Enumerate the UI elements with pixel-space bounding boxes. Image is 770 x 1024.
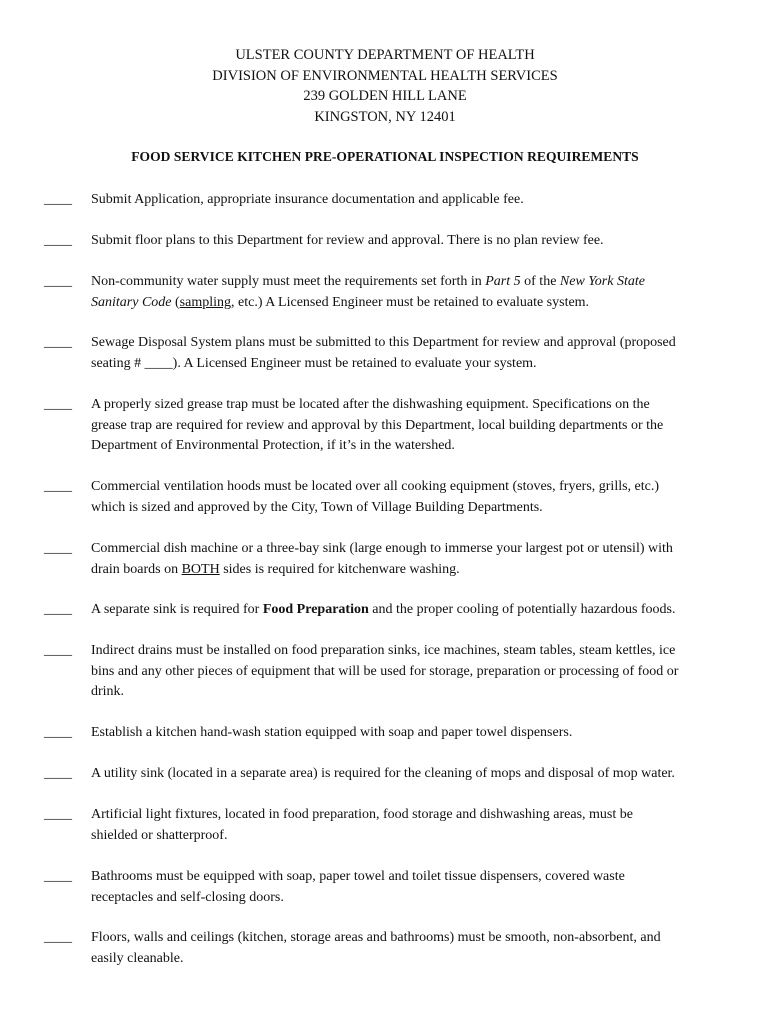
text-line: drink. [91, 684, 125, 700]
text-line: A utility sink (located in a separate area) is required for the cleaning of mops and disposal of mop water. [91, 766, 675, 781]
requirement-text [91, 395, 731, 457]
emphasis-both: BOTH [181, 561, 220, 577]
check-blank: ____ [44, 274, 72, 289]
requirement-text [91, 867, 731, 908]
requirement-text [91, 190, 731, 211]
street-address: 239 GOLDEN HILL LANE [303, 88, 467, 104]
check-blank: ____ [44, 192, 72, 207]
division-name: DIVISION OF ENVIRONMENTAL HEALTH SERVICES [212, 67, 558, 84]
text-line: Establish a kitchen hand-wash station equipped with soap and paper towel dispensers. [91, 725, 573, 740]
text-line: Submit Application, appropriate insurance documentation and applicable fee. [91, 192, 524, 207]
requirement-text [91, 764, 731, 785]
text-line: grease trap are required for review and approval by this Department, local building departments or the [91, 417, 664, 433]
requirement-text [91, 641, 731, 703]
check-blank: ____ [44, 930, 72, 945]
text-line: A separate sink is required for Food Preparation and the proper cooling of potentially hazardous foods. [91, 602, 676, 617]
requirement-text [91, 231, 731, 252]
check-blank: ____ [44, 479, 72, 494]
text-line: Indirect drains must be installed on food preparation sinks, ice machines, steam tables, steam kettles, ice [91, 643, 676, 658]
check-blank: ____ [44, 335, 72, 350]
requirement-text [91, 928, 731, 969]
document-title: FOOD SERVICE KITCHEN PRE-OPERATIONAL INSPECTION REQUIREMENTS [131, 149, 639, 164]
requirement-text [91, 477, 731, 518]
requirement-text [91, 805, 731, 846]
requirement-text [91, 272, 731, 313]
text-line: seating # ____). A Licensed Engineer must be retained to evaluate your system. [91, 355, 537, 371]
city-state-zip: KINGSTON, NY 12401 [314, 108, 456, 125]
text-line: Non-community water supply must meet the requirements set forth in Part 5 of the New York State [91, 274, 645, 289]
text-line: drain boards on BOTH sides is required for kitchenware washing. [91, 561, 460, 577]
emphasis-food-preparation: Food Preparation [262, 602, 369, 617]
text-line: Submit floor plans to this Department for review and approval. There is no plan review fee. [91, 233, 604, 248]
text-line: easily cleanable. [91, 950, 184, 966]
code-part-reference: Part 5 [485, 274, 521, 289]
text-line: bins and any other pieces of equipment that will be used for storage, preparation or processing of food or [91, 663, 679, 679]
text-line: Bathrooms must be equipped with soap, paper towel and toilet tissue dispensers, covered waste [91, 869, 625, 884]
check-blank: ____ [44, 725, 72, 740]
text-line: Floors, walls and ceilings (kitchen, storage areas and bathrooms) must be smooth, non-absorbent, and [91, 930, 661, 945]
check-blank: ____ [44, 602, 72, 617]
check-blank: ____ [44, 541, 72, 556]
code-name-cont: Sanitary Code [91, 294, 172, 310]
text-line: Sewage Disposal System plans must be submitted to this Department for review and approval (proposed [91, 335, 676, 350]
text-line: Commercial ventilation hoods must be located over all cooking equipment (stoves, fryers, grills, etc.) [91, 479, 660, 494]
check-blank: ____ [44, 233, 72, 248]
text-line: receptacles and self-closing doors. [91, 889, 284, 905]
check-blank: ____ [44, 869, 72, 884]
text-line: Sanitary Code (sampling, etc.) A Licensed Engineer must be retained to evaluate system. [91, 294, 590, 310]
requirement-text [91, 539, 731, 580]
check-blank: ____ [44, 766, 72, 781]
check-blank: ____ [44, 643, 72, 658]
text-line: A properly sized grease trap must be located after the dishwashing equipment. Specifications on the [91, 397, 650, 412]
check-blank: ____ [44, 807, 72, 822]
sampling-term: sampling [179, 294, 232, 310]
text-line: which is sized and approved by the City, Town of Village Building Departments. [91, 499, 543, 515]
requirement-text [91, 600, 731, 621]
text-line: Artificial light fixtures, located in food preparation, food storage and dishwashing areas, must be [91, 807, 633, 822]
text-line: shielded or shatterproof. [91, 827, 228, 843]
agency-name: ULSTER COUNTY DEPARTMENT OF HEALTH [235, 47, 535, 63]
requirement-text [91, 333, 731, 374]
letterhead [0, 45, 770, 127]
check-blank: ____ [44, 397, 72, 412]
requirement-text [91, 723, 731, 744]
code-name: New York State [559, 274, 645, 289]
text-line: Department of Environmental Protection, if it’s in the watershed. [91, 438, 455, 454]
text-line: Commercial dish machine or a three-bay sink (large enough to immerse your largest pot or utensil) with [91, 541, 673, 556]
